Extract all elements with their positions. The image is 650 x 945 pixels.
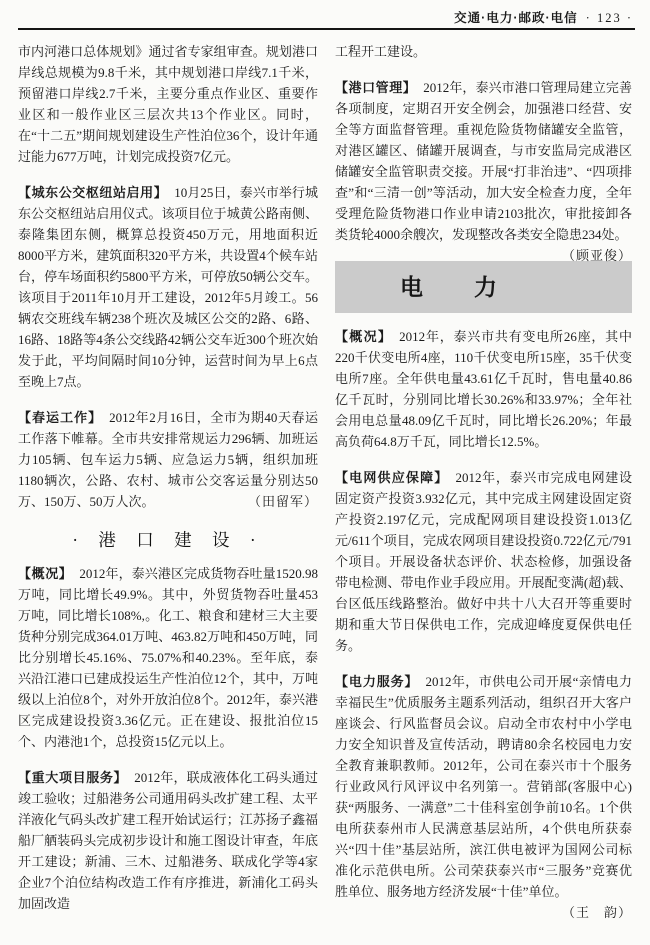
author-credit: （顾亚俊）	[561, 248, 632, 263]
paragraph-text: 2012年，泰兴市共有变电所26座，其中220千伏变电所4座，110千伏变电所15座，35千伏变电所7座。全年供电量43.61亿千瓦时，售电量40.86亿千瓦时，分别同比增长30.26%和33.97%；全年社会用电总量48.09亿千瓦时，同比增长26.20%；年最高负荷64.8万千瓦，同比增长12.5%。	[335, 329, 632, 449]
paragraph-port-overview	[18, 563, 318, 752]
header-rule	[18, 28, 635, 30]
entry-label: 【港口管理】	[335, 80, 417, 95]
author-credit: （王 韵）	[561, 905, 632, 920]
section-title-port-construction: · 港 口 建 设 ·	[72, 530, 264, 550]
running-head-section-title: 交通·电力·邮政·电信	[454, 11, 578, 25]
entry-label: 【电网供应保障】	[335, 470, 449, 485]
paragraph-text: 2012年，泰兴市港口管理局建立完善各项制度，定期召开安全例会，加强港口经营、安全等方面监督管理。重视危险货物储罐安全监管，对港区罐区、储罐开展调查，与市安监局完成港区储罐安全监管职责交接。开展“打非治违”、“四项排查”和“三清一创”等活动，加大安全检查力度，全年受理危险货物港口作业申请2103批次，审批接卸各类货轮4000余艘次，发现整改各类安全隐患234处。	[335, 80, 632, 242]
paragraph-text: 市内河港口总体规划》通过省专家组审查。规划港口岸线总规模为9.8千米，其中规划港口岸线7.1千米，预留港口岸线2.7千米，主要分重点作业区、重要作业区和一般作业区三层次共13个作业区。同时，在“十二五”期间规划建设生产性泊位36个，设计年通过能力677万吨，计划完成投资7亿元。	[18, 44, 318, 164]
paragraph-text: 2012年，市供电公司开展“亲情电力 幸福民生”优质服务主题系列活动，组织召开大客户座谈会、行风监督员会议。启动全市农村中小学电力安全知识普及宣传活动，聘请80余名校园电力安全教育兼职教师。2012年，公司在泰兴市十个服务行业政风行风评议中名列第一。营销部(客服中心)获“两服务、一满意”二十佳科室创争前10名。1个供电所获泰州市人民满意基层站所，4个供电所获泰兴“四十佳”基层站所，滨江供电被评为国网公司标准化示范供电所。公司荣获泰兴市“三服务”竞赛优胜单位、服务地方经济发展“十佳”单位。	[335, 674, 645, 899]
paragraph-project-continuation	[335, 41, 632, 62]
paragraph-grid-supply-guarantee	[335, 467, 632, 656]
entry-label: 【概况】	[335, 329, 393, 344]
entry-label: 【电力服务】	[335, 674, 419, 689]
paragraph-spring-festival-transport	[18, 407, 318, 512]
entry-label: 【重大项目服务】	[18, 770, 128, 785]
paragraph-text: 工程开工建设。	[335, 44, 427, 59]
paragraph-chengdong-bus-hub	[18, 182, 318, 392]
paragraph-power-service	[335, 671, 645, 920]
paragraph-text: 2012年2月16日，全市为期40天春运工作落下帷幕。全市共安排常规运力296辆、加班运力105辆、包车运力5辆、应急运力5辆，组织加班1180辆次，公路、农村、城市公交客运量分别达50万、150万、50万人次。	[18, 410, 318, 509]
paragraph-text: 10月25日，泰兴市举行城东公交枢纽站启用仪式。该项目位于城黄公路南侧、泰隆集团东侧，概算总投资450万元，用地面积近8000平方米，建筑面积320平方米，共设置4个候车站台，停车场面积约5800平方米，可停放50辆公交车。该项目于2011年10月开工建设，2012年5月竣工。56辆农交班线车辆238个班次及城区公交的2路、6路、16路、18路等4条公交线路42辆公交车近300个班次始发于此，平均间隔时间10分钟，运营时间为早上6点至晚上7点。	[18, 185, 318, 389]
paragraph-text: 2012年，泰兴港区完成货物吞吐量1520.98万吨，同比增长49.9%。其中，外贸货物吞吐量453万吨，同比增长108%,。化工、粮食和建材三大主要货种分别完成364.01万吨、463.82万吨和450万吨，同比分别增长45.16%、75.07%和40.23%。至年底，泰兴沿江港口已建成投运生产性泊位12个，其中，万吨级以上泊位8个，对外开放泊位8个。2012年，泰兴港区完成建设投资3.36亿元。正在建设、报批泊位15个、内港池1个，总投资15亿元以上。	[18, 566, 318, 749]
paragraph-text: 2012年，泰兴市完成电网建设固定资产投资3.932亿元，其中完成主网建设固定资产投资2.197亿元，完成配网项目建设投资1.013亿元/611个项目，完成农网项目建设投资0.722亿元/791个项目。开展设备状态评价、状态检修，加强设备带电检测、带电作业手段应用。开展配变满(超)载、台区低压线路整治。做好中共十八大召开等重要时期和重大节日保供电工作，完成迎峰度夏保供电任务。	[335, 470, 632, 653]
entry-label: 【概况】	[18, 566, 73, 581]
paragraph-port-management	[335, 77, 632, 263]
author-credit: （田留军）	[247, 494, 318, 509]
section-banner-electric-power: 电 力	[335, 261, 632, 313]
paragraph-text: 2012年，联成液体化工码头通过竣工验收；过船港务公司通用码头改扩建工程、太平洋液化气码头改扩建工程开始试运行；江苏扬子鑫福船厂舾装码头完成初步设计和施工图设计审查，年底开工建设；新浦、三木、过船港务、联成化学等4家企业7个泊位结构改造工作有序推进，新浦化工码头加固改造	[18, 770, 318, 911]
running-head	[18, 8, 635, 24]
paragraph-major-project-service	[18, 767, 318, 914]
paragraph-harbor-plan-continuation	[18, 41, 318, 167]
entry-label: 【春运工作】	[18, 410, 103, 425]
left-column	[18, 41, 318, 923]
two-column-body	[18, 41, 645, 923]
paragraph-power-overview	[335, 326, 632, 452]
right-column	[335, 41, 645, 923]
page-number: · 123 ·	[585, 11, 633, 25]
entry-label: 【城东公交枢纽站启用】	[18, 185, 168, 200]
